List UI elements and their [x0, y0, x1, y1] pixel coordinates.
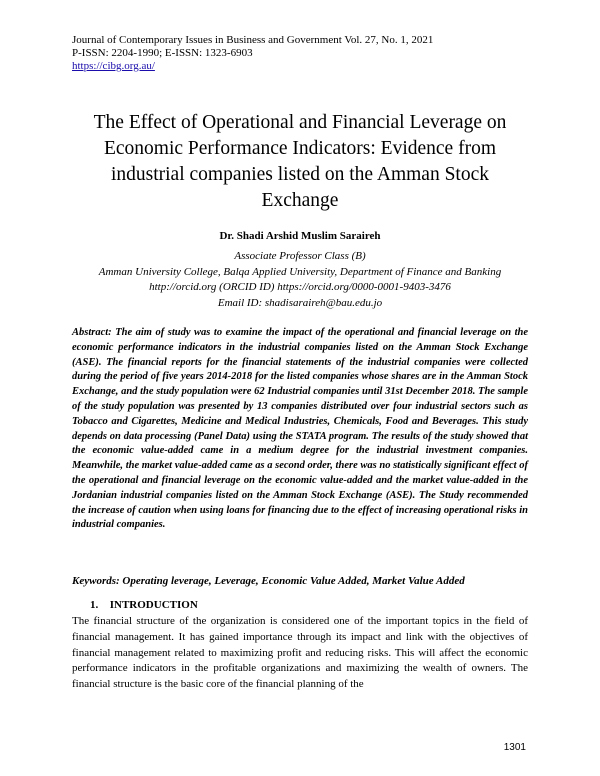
- journal-url-link[interactable]: https://cibg.org.au/: [72, 60, 155, 72]
- author-affiliation: [72, 249, 528, 311]
- journal-name: Journal of Contemporary Issues in Business and Government Vol. 27, No. 1, 2021: [72, 34, 434, 46]
- journal-issn: P-ISSN: 2204-1990; E-ISSN: 1323-6903: [72, 47, 253, 59]
- page-number: 1301: [503, 742, 526, 753]
- journal-header: [72, 34, 433, 73]
- abstract-text: Abstract: The aim of study was to examine the impact of the operational and financial leverage on the economic performance indicators in the industrial companies listed on the Amman Stock Exchange (ASE). The financial reports for the financial statements of the industrial companies were collected during the period of five years 2014-2018 for the listed companies whose shares are in the Amman Stock Exchange, and the study population were 62 Industrial companies until 31st December 2018. The sample of the study population was presented by 13 companies distributed over four industrial sectors such as Tobacco and Cigarettes, Medicine and Medical Industries, Chemicals, Food and Beverages. This study depends on data processing (Panel Data) using the STATA program. The results of the study showed that the economic value-added came in a medium degree for the industrial investment companies. Meanwhile, the market value-added came as a second order, there was no statistically significant effect of the operational and financial leverage on the economic value-added and the market value-added in the Jordanian industrial companies listed on the Amman Stock Exchange (ASE). The Study recommended the increase of caution when using loans for financing due to the effect of increasing operational risks in industrial companies.: [72, 327, 528, 531]
- author-email: Email ID: shadisaraireh@bau.edu.jo: [217, 296, 383, 309]
- author-orcid: http://orcid.org (ORCID ID) https://orcid.org/0000-0001-9403-3476: [149, 281, 451, 293]
- author-name: Dr. Shadi Arshid Muslim Saraireh: [219, 230, 381, 242]
- section-number: 1.: [90, 599, 99, 611]
- paper-title: The Effect of Operational and Financial Leverage on Economic Performance Indicators: Evidence from industrial companies listed on the Amman Stock Exchange: [93, 112, 507, 211]
- keywords-line: Keywords: Operating leverage, Leverage, Economic Value Added, Market Value Added: [72, 575, 465, 587]
- author-institution: Amman University College, Balqa Applied University, Department of Finance and Banking: [98, 265, 502, 278]
- introduction-paragraph: The financial structure of the organization is considered one of the important topics in the field of financial management. It has gained importance through its impact and link with the objectives of financial management related to maximizing profit and reducing risks. This will affect the economic performance indicators in the profitable organizations and maximizing the wealth of owners. The financial structure is the basic core of the financial planning of the: [72, 615, 528, 691]
- section-heading: [90, 599, 198, 611]
- author-position: Associate Professor Class (B): [234, 250, 366, 262]
- section-title: INTRODUCTION: [109, 599, 198, 611]
